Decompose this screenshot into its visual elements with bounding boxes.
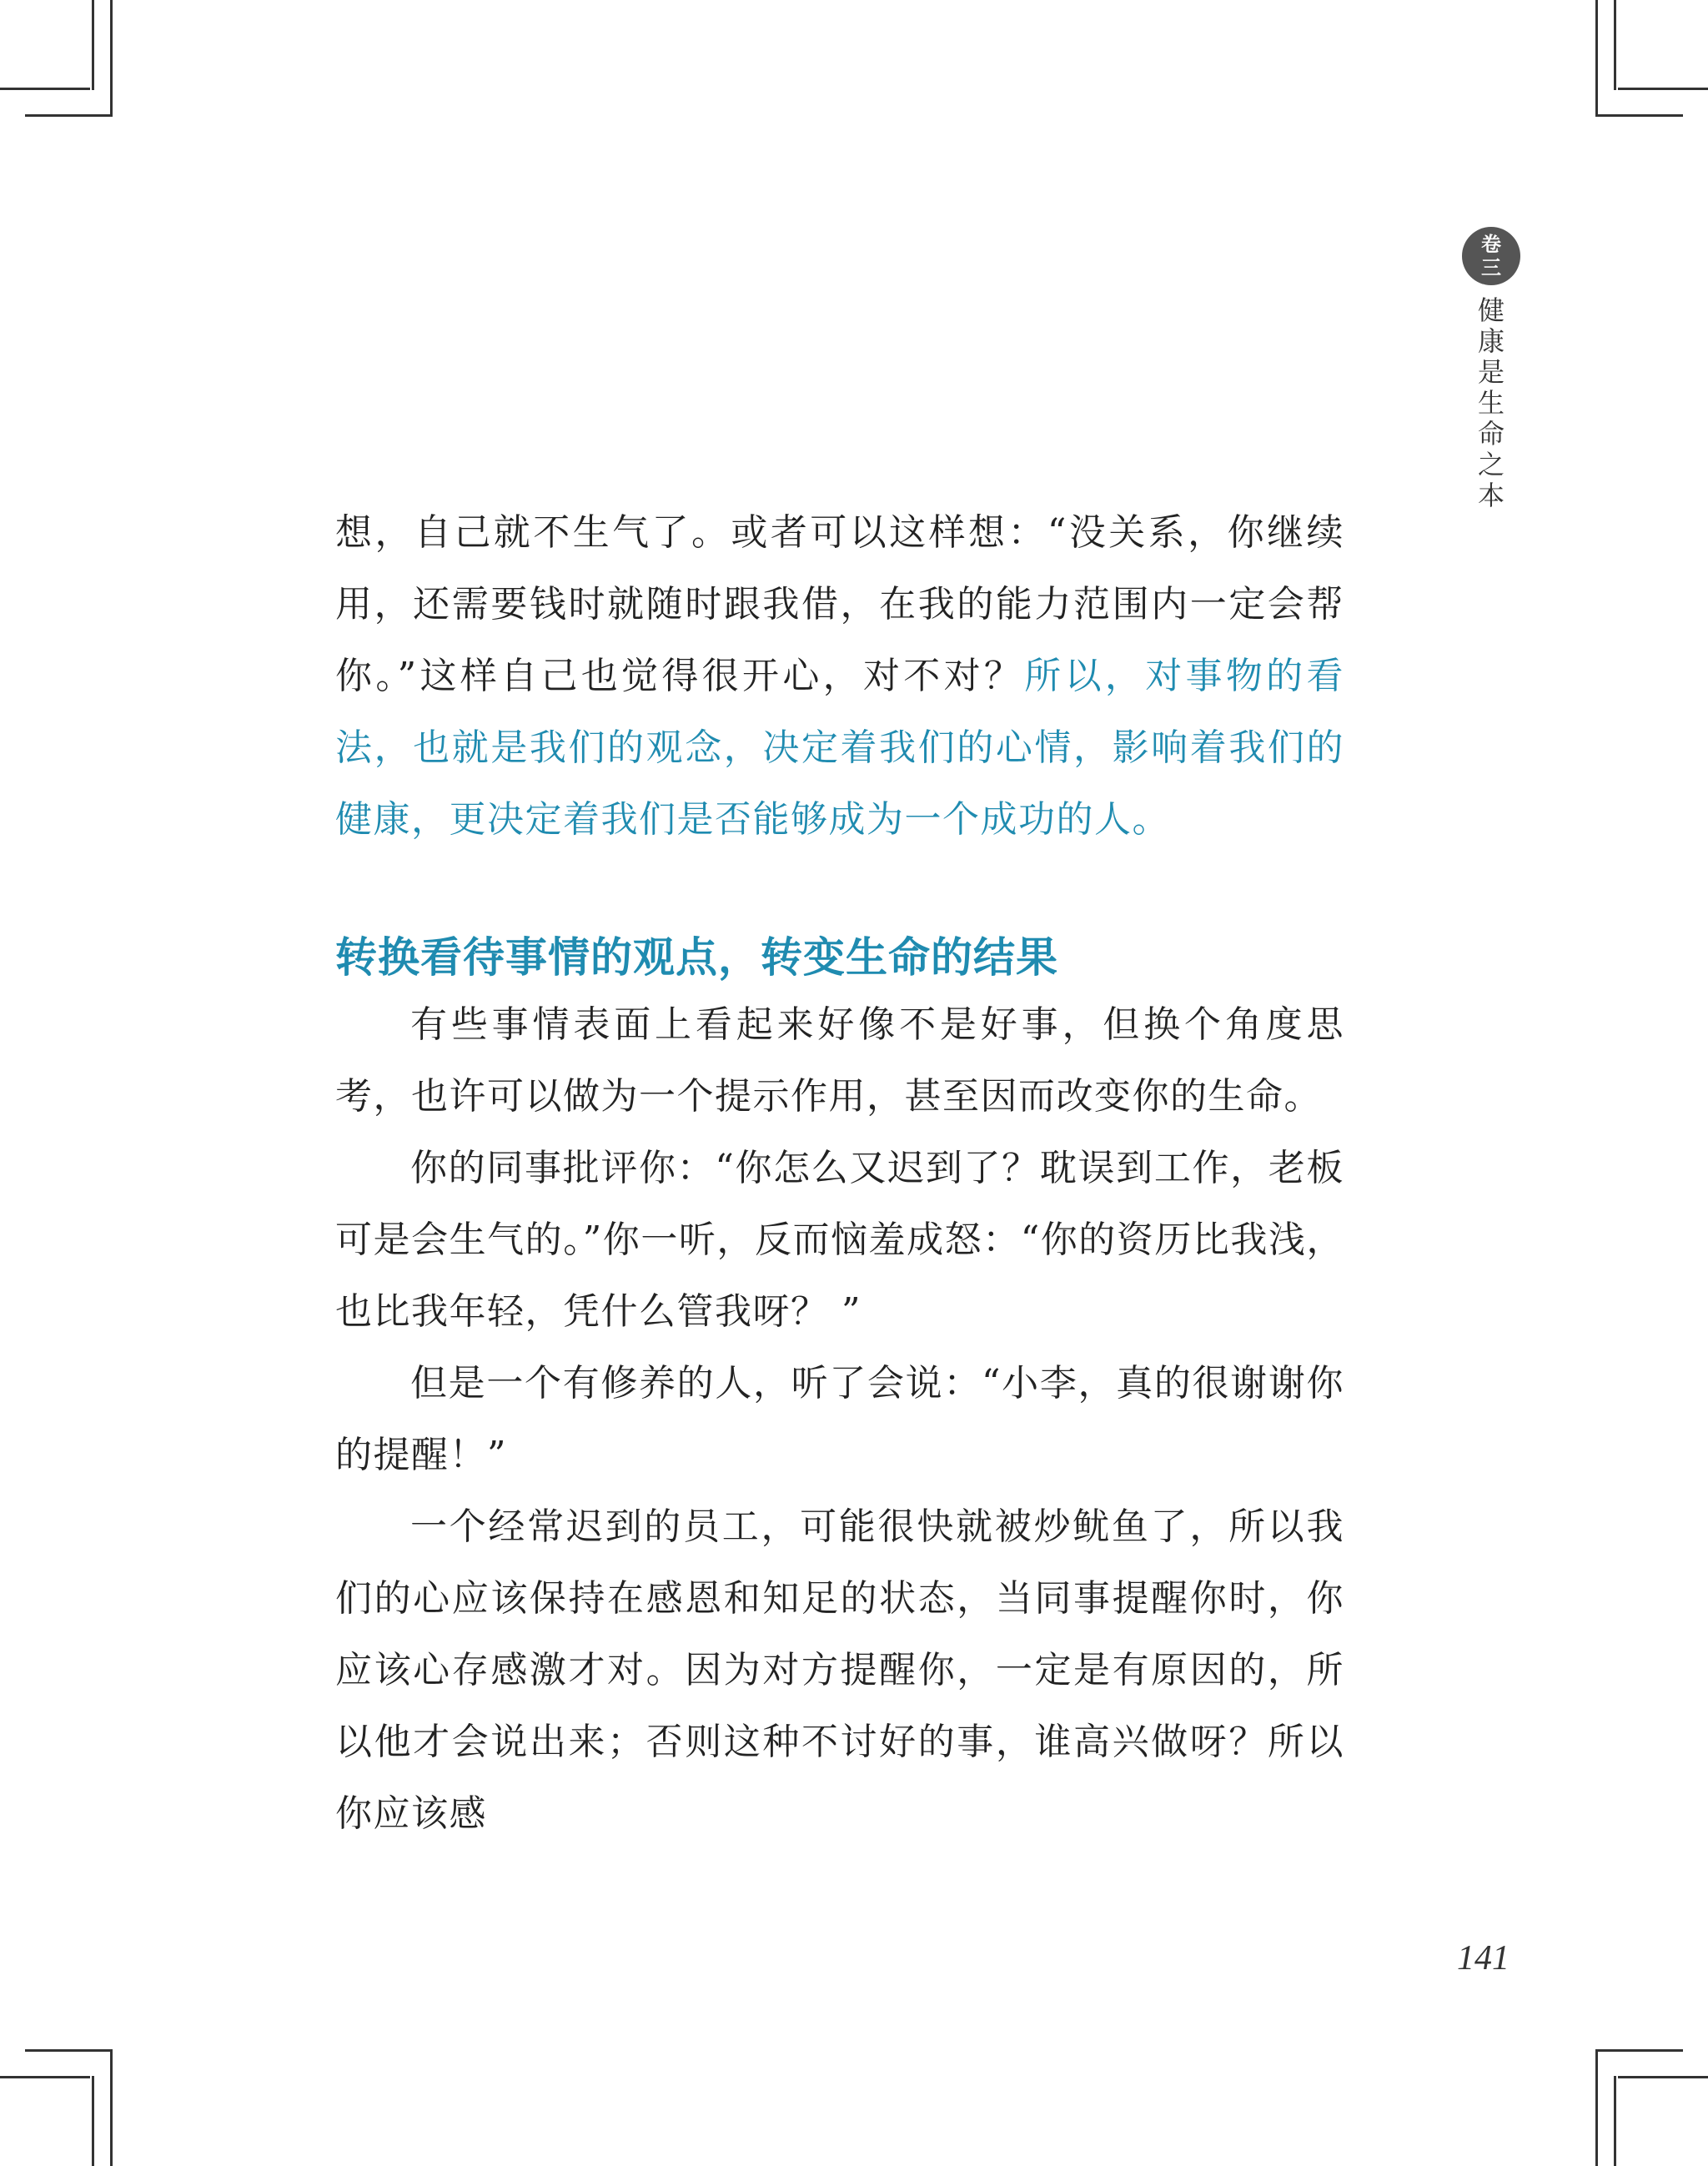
crop-mark (1618, 2076, 1708, 2078)
crop-mark (1595, 2049, 1598, 2166)
volume-char: 卷 (1481, 232, 1501, 256)
chapter-side-tab (1461, 227, 1521, 511)
crop-mark (92, 0, 94, 90)
intro-highlight: 所以，对事物的看法，也就是我们的观念，决定着我们的心情，影响着我们的健康，更决定着我们是否能够成为一个成功的人。 (335, 655, 1345, 841)
intro-line: 用，还需要钱时就随时跟我借，在我的能力范围内一定会帮 (335, 583, 1344, 626)
page-number: 141 (1457, 1939, 1510, 1978)
crop-mark (1595, 0, 1598, 117)
section-heading: 转换看待事情的观点，转变生命的结果 (335, 932, 1058, 982)
crop-mark (1595, 2049, 1683, 2052)
intro-paragraph (335, 497, 1344, 856)
crop-mark (0, 2076, 90, 2078)
crop-mark (110, 0, 113, 117)
crop-mark (1595, 114, 1683, 117)
crop-mark (92, 2076, 94, 2166)
intro-line: 想，自己就不生气了。或者可以这样想：“没关系，你继续 (335, 511, 1344, 554)
body-paragraph: 一个经常迟到的员工，可能很快就被炒鱿鱼了，所以我们的心应该保持在感恩和知足的状态，当同事提醒你时，你应该心存感激才对。因为对方提醒你，一定是有原因的，所以他才会说出来；否则这种不讨好的事，谁高兴做呀？所以你应该感 (335, 1505, 1344, 1835)
page-body (335, 497, 1344, 1850)
body-paragraph: 有些事情表面上看起来好像不是好事，但换个角度思考，也许可以做为一个提示作用，甚至因而改变你的生命。 (335, 1003, 1344, 1118)
crop-mark (25, 2049, 113, 2052)
volume-char: 三 (1481, 255, 1501, 279)
body-paragraph: 你的同事批评你：“你怎么又迟到了？耽误到工作，老板可是会生气的。”你一听，反而恼羞成怒：“你的资历比我浅，也比我年轻，凭什么管我呀？ ” (335, 1147, 1344, 1333)
crop-mark (1618, 88, 1708, 90)
intro-line: 你。”这样自己也觉得很开心，对不对？ (335, 655, 1025, 697)
crop-mark (110, 2049, 113, 2166)
crop-mark (1614, 2076, 1616, 2166)
body-paragraph: 但是一个有修养的人，听了会说：“小李，真的很谢谢你的提醒！” (335, 1362, 1344, 1476)
volume-badge (1462, 227, 1520, 285)
crop-mark (0, 88, 90, 90)
crop-mark (25, 114, 113, 117)
crop-mark (1614, 0, 1616, 90)
section-title-vertical: 健康是生命之本 (1477, 294, 1505, 511)
